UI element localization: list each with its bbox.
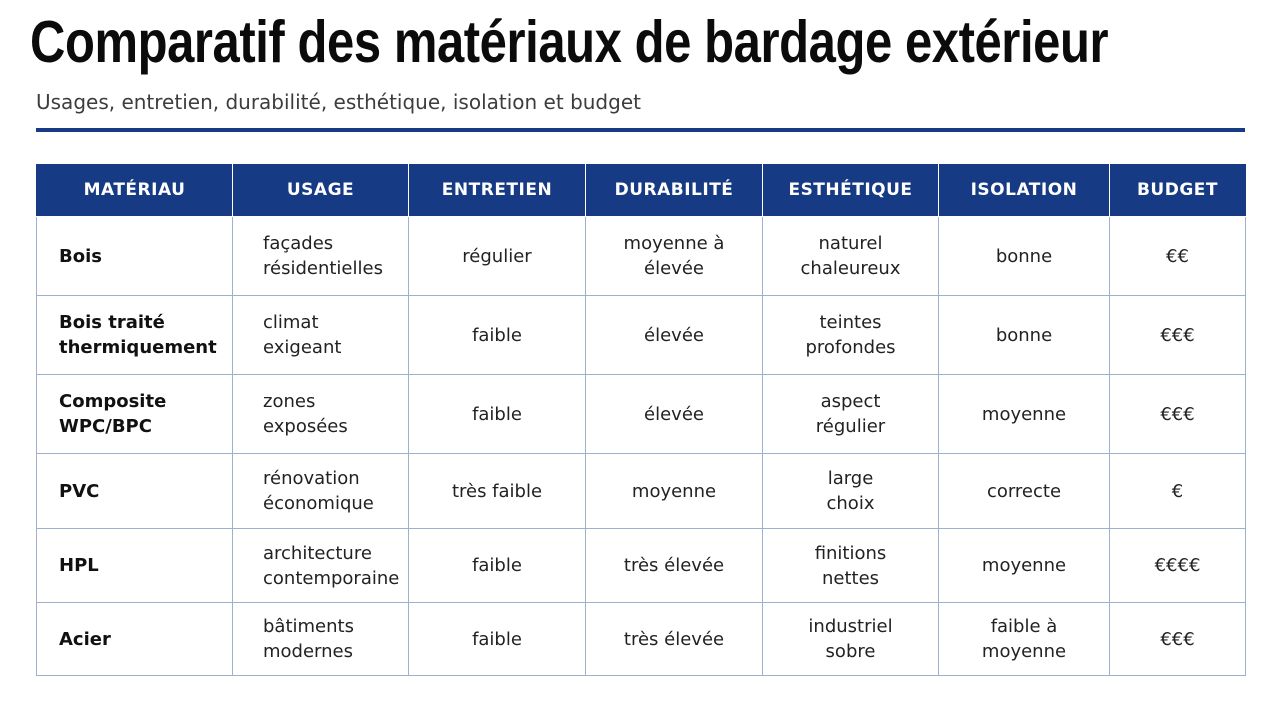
entretien-cell: [409, 217, 586, 296]
column-header-entretien: ENTRETIEN: [409, 165, 586, 217]
cell-line: régulier: [815, 416, 886, 437]
cell-line: industriel: [808, 616, 893, 637]
esthetique-cell: [763, 529, 939, 603]
entretien-cell: [409, 603, 586, 676]
cell-line: Bois: [59, 245, 102, 267]
usage-cell: [233, 296, 409, 375]
column-header-budget: BUDGET: [1110, 165, 1246, 217]
cell-line: régulier: [462, 245, 532, 267]
column-header-usage: USAGE: [233, 165, 409, 217]
cell-line: correcte: [986, 480, 1062, 502]
material-cell: [37, 217, 233, 296]
isolation-cell: [939, 454, 1110, 529]
cell-line: PVC: [59, 480, 100, 502]
entretien-cell: [409, 454, 586, 529]
budget-cell: [1110, 296, 1246, 375]
cell-line: bonne: [995, 245, 1053, 267]
cell-line: Bois traité: [59, 312, 165, 333]
material-cell: [37, 454, 233, 529]
cell-line: contemporaine: [263, 567, 400, 589]
isolation-cell: [939, 217, 1110, 296]
cell-line: bâtiments: [263, 616, 354, 637]
entretien-cell: [409, 375, 586, 454]
column-header-materiau: MATÉRIAU: [37, 165, 233, 217]
cell-line: finitions: [814, 542, 887, 564]
cell-line: modernes: [263, 641, 353, 662]
budget-cell: [1110, 454, 1246, 529]
cell-line: chaleureux: [800, 258, 901, 279]
isolation-cell: [939, 529, 1110, 603]
cell-line: thermiquement: [59, 337, 217, 358]
cell-line: faible: [472, 628, 522, 650]
cell-line: moyenne: [981, 641, 1067, 662]
cell-line: faible à: [990, 616, 1058, 637]
esthetique-cell: [763, 296, 939, 375]
cell-line: exposées: [263, 416, 348, 437]
cell-line: très élevée: [623, 628, 725, 650]
cell-line: zones: [263, 391, 316, 412]
cell-line: large: [827, 468, 874, 489]
cell-line: moyenne: [981, 555, 1067, 576]
esthetique-cell: [763, 454, 939, 529]
cell-line: architecture: [263, 542, 372, 564]
cell-line: teintes: [819, 312, 882, 333]
cell-line: élevée: [644, 324, 704, 346]
cell-line: sobre: [825, 641, 876, 662]
durabilite-cell: [586, 296, 763, 375]
cell-line: faible: [472, 403, 522, 425]
cell-line: naturel: [818, 233, 883, 254]
material-cell: [37, 529, 233, 603]
title-divider: [36, 128, 1245, 132]
durabilite-cell: [586, 603, 763, 676]
cell-line: faible: [472, 555, 522, 576]
cell-line: moyenne à: [623, 233, 725, 254]
cell-line: €€€: [1160, 403, 1195, 425]
table-header-row: [37, 165, 1246, 217]
cell-line: €€€: [1160, 628, 1195, 650]
cell-line: €: [1171, 480, 1184, 502]
cell-line: Composite: [59, 391, 167, 412]
table-row: [37, 603, 1246, 676]
cell-line: moyenne: [981, 403, 1067, 425]
cell-line: faible: [472, 324, 522, 346]
entretien-cell: [409, 296, 586, 375]
cell-line: très faible: [451, 480, 543, 502]
entretien-cell: [409, 529, 586, 603]
isolation-cell: [939, 296, 1110, 375]
column-header-isolation: ISOLATION: [939, 165, 1110, 217]
usage-cell: [233, 529, 409, 603]
table-row: [37, 529, 1246, 603]
cell-line: €€€: [1160, 324, 1195, 346]
comparison-table: [36, 164, 1246, 676]
column-header-esthetique: ESTHÉTIQUE: [763, 165, 939, 217]
cell-line: moyenne: [631, 480, 717, 502]
budget-cell: [1110, 529, 1246, 603]
cell-line: choix: [826, 493, 875, 514]
budget-cell: [1110, 375, 1246, 454]
cell-line: rénovation: [263, 468, 360, 489]
material-cell: [37, 296, 233, 375]
esthetique-cell: [763, 375, 939, 454]
material-cell: [37, 375, 233, 454]
page-subtitle: Usages, entretien, durabilité, esthétique, isolation et budget: [36, 90, 641, 114]
cell-line: aspect: [820, 391, 881, 412]
cell-line: bonne: [995, 324, 1053, 346]
cell-line: élevée: [644, 403, 704, 425]
table-row: [37, 454, 1246, 529]
isolation-cell: [939, 603, 1110, 676]
cell-line: économique: [263, 493, 374, 514]
cell-line: €€€€: [1154, 555, 1201, 576]
isolation-cell: [939, 375, 1110, 454]
esthetique-cell: [763, 603, 939, 676]
table-row: [37, 217, 1246, 296]
cell-line: très élevée: [623, 555, 725, 576]
usage-cell: [233, 603, 409, 676]
material-cell: [37, 603, 233, 676]
cell-line: €€: [1166, 245, 1189, 267]
durabilite-cell: [586, 454, 763, 529]
durabilite-cell: [586, 529, 763, 603]
usage-cell: [233, 375, 409, 454]
cell-line: Acier: [59, 628, 111, 650]
cell-line: HPL: [59, 555, 99, 576]
cell-line: profondes: [805, 337, 896, 358]
budget-cell: [1110, 603, 1246, 676]
cell-line: exigeant: [263, 337, 342, 358]
budget-cell: [1110, 217, 1246, 296]
cell-line: nettes: [821, 567, 880, 589]
cell-line: WPC/BPC: [59, 416, 152, 437]
column-header-durabilite: DURABILITÉ: [586, 165, 763, 217]
cell-line: climat: [263, 312, 319, 333]
table-row: [37, 375, 1246, 454]
table-row: [37, 296, 1246, 375]
usage-cell: [233, 217, 409, 296]
usage-cell: [233, 454, 409, 529]
cell-line: élevée: [644, 258, 704, 279]
cell-line: façades: [263, 233, 334, 254]
esthetique-cell: [763, 217, 939, 296]
durabilite-cell: [586, 375, 763, 454]
cell-line: résidentielles: [263, 258, 383, 279]
page-title: Comparatif des matériaux de bardage extérieur: [30, 9, 1109, 75]
durabilite-cell: [586, 217, 763, 296]
